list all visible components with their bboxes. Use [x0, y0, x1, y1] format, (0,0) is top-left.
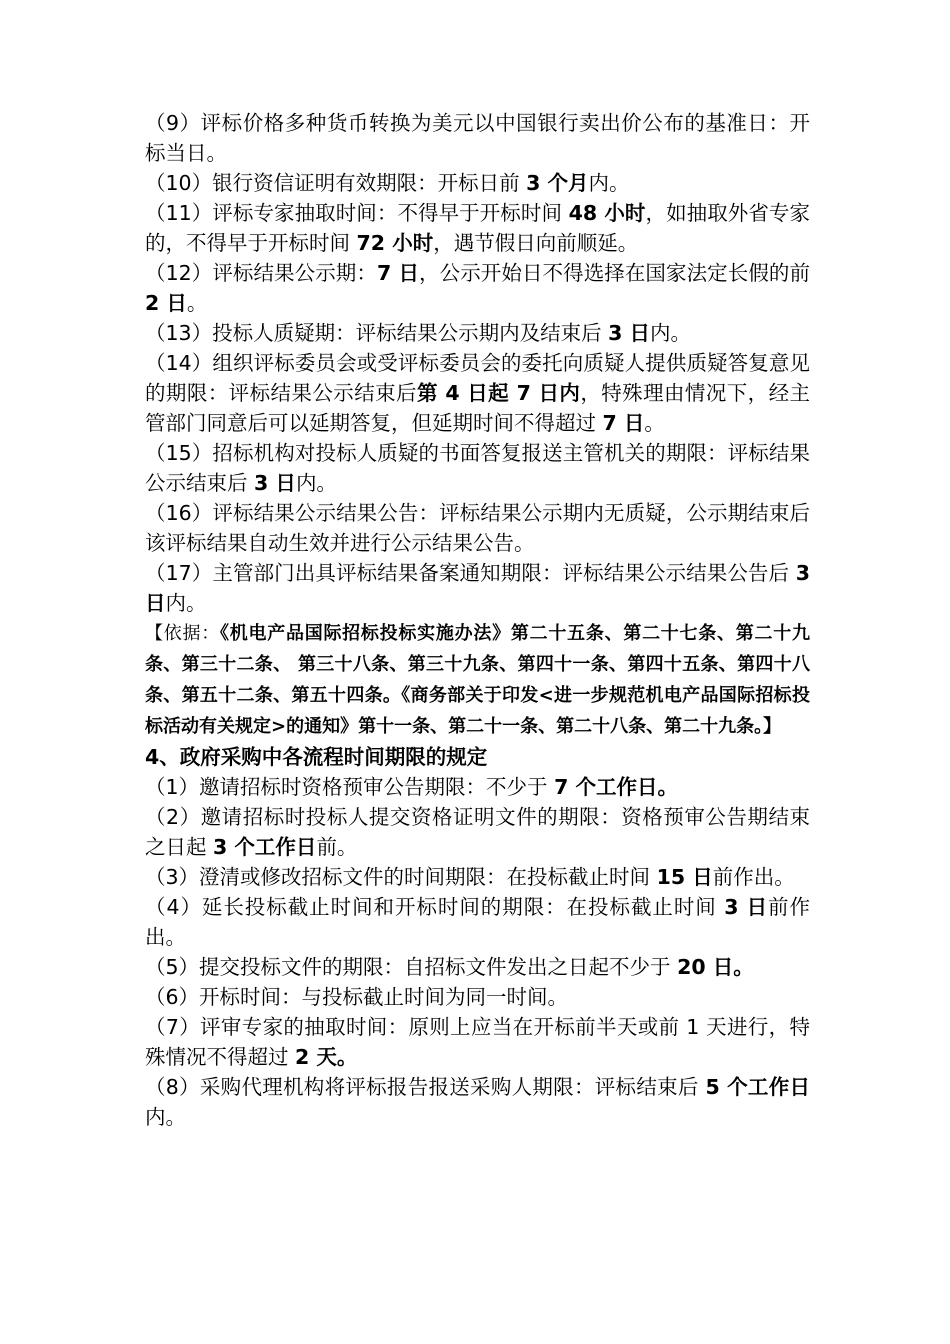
deadline-text: 。 — [644, 411, 665, 435]
deadline-text: （17）主管部门出具评标结果备案通知期限：评标结果公示结果公告后 — [145, 561, 796, 585]
deadline-emphasis: 72 小时 — [356, 231, 434, 255]
deadline-item — [145, 168, 810, 198]
deadline-text: （5）提交投标文件的期限：自招标文件发出之日起不少于 — [145, 955, 678, 979]
deadline-item — [145, 258, 810, 318]
deadline-item — [145, 558, 810, 618]
deadline-item — [145, 438, 810, 498]
deadline-emphasis: 20 日。 — [677, 955, 754, 979]
deadline-text: 内。 — [588, 171, 630, 195]
deadline-text: （11）评标专家抽取时间：不得早于开标时间 — [145, 201, 569, 225]
deadline-text: （14）组织评标委员会或受评标委员会的委托向质疑人提供质疑答复意见的期限：评标结果公示结束后 — [145, 351, 810, 405]
deadline-text: 前。 — [316, 835, 358, 859]
deadline-text: 内。 — [295, 471, 337, 495]
deadline-text: （6）开标时间：与投标截止时间为同一时间。 — [145, 985, 569, 1009]
deadline-text: （1）邀请招标时资格预审公告期限：不少于 — [145, 775, 555, 799]
deadline-emphasis: 3 个月 — [526, 171, 589, 195]
deadline-text: （7）评审专家的抽取时间：原则上应当在开标前半天或前 1 天进行，特殊情况不得超过 — [145, 1015, 810, 1069]
deadline-text: 前作出。 — [145, 895, 810, 949]
deadline-text: ，特殊理由情况下，经主管部门同意后可以延期答复，但延期时间不得超过 — [145, 381, 811, 435]
deadline-text: （15）招标机构对投标人质疑的书面答复报送主管机关的期限：评标结果公示结束后 — [145, 441, 810, 495]
deadline-emphasis: 7 日 — [376, 261, 420, 285]
deadline-text: （16）评标结果公示结果公告：评标结果公示期内无质疑，公示期结束后该评标结果自动生效并进行公示结果公告。 — [145, 501, 810, 555]
deadline-text: （2）邀请招标时投标人提交资格证明文件的期限：资格预审公告期结束之日起 — [145, 805, 810, 859]
deadline-emphasis: 5 个工作日 — [705, 1075, 810, 1099]
deadline-emphasis: 7 日 — [602, 411, 645, 435]
deadline-item — [145, 952, 810, 982]
deadline-text: ，公示开始日不得选择在国家法定长假的前 — [419, 261, 810, 285]
deadline-emphasis: 3 日 — [145, 561, 810, 615]
deadline-emphasis: 2 天。 — [295, 1045, 358, 1069]
procurement-deadlines-list — [145, 772, 810, 1132]
deadline-text: （10）银行资信证明有效期限：开标日前 — [145, 171, 527, 195]
deadline-text: 内。 — [165, 591, 207, 615]
deadline-text: （8）采购代理机构将评标报告报送采购人期限：评标结束后 — [145, 1075, 706, 1099]
deadline-emphasis: 第 4 日起 7 日内 — [416, 381, 581, 405]
deadline-item — [145, 1072, 810, 1132]
section-heading: 4、政府采购中各流程时间期限的规定 — [145, 745, 488, 769]
bidding-deadlines-list — [145, 108, 810, 618]
deadline-emphasis: 3 日 — [254, 471, 296, 495]
basis-lead: 【依据： — [145, 623, 220, 644]
deadline-item — [145, 318, 810, 348]
deadline-item — [145, 862, 810, 892]
deadline-item — [145, 802, 810, 862]
deadline-item — [145, 198, 810, 258]
deadline-text: 内。 — [650, 321, 692, 345]
deadline-text: （4）延长投标截止时间和开标时间的期限：在投标截止时间 — [145, 895, 725, 919]
deadline-text: 内。 — [145, 1105, 186, 1129]
deadline-emphasis: 15 日 — [656, 865, 713, 889]
deadline-emphasis: 3 日 — [608, 321, 651, 345]
deadline-item — [145, 1012, 810, 1072]
deadline-item — [145, 982, 810, 1012]
deadline-text: 前作出。 — [712, 865, 795, 889]
deadline-emphasis: 2 日 — [145, 291, 187, 315]
deadline-text: ，遇节假日向前顺延。 — [433, 231, 639, 255]
deadline-emphasis: 48 小时 — [568, 201, 646, 225]
deadline-text: ，如抽取外省专家的，不得早于开标时间 — [145, 201, 811, 255]
legal-basis-note — [145, 618, 810, 742]
deadline-text: （12）评标结果公示期： — [145, 261, 377, 285]
deadline-emphasis: 3 日 — [724, 895, 769, 919]
deadline-item — [145, 108, 810, 168]
deadline-emphasis: 7 个工作日。 — [554, 775, 678, 799]
deadline-item — [145, 892, 810, 952]
document-body — [145, 108, 810, 1132]
deadline-item — [145, 498, 810, 558]
deadline-text: 。 — [186, 291, 208, 315]
deadline-text: （3）澄清或修改招标文件的时间期限：在投标截止时间 — [145, 865, 657, 889]
deadline-text: （9）评标价格多种货币转换为美元以中国银行卖出价公布的基准日：开标当日。 — [145, 111, 810, 165]
deadline-text: （13）投标人质疑期：评标结果公示期内及结束后 — [145, 321, 609, 345]
deadline-item — [145, 772, 810, 802]
deadline-emphasis: 3 个工作日 — [213, 835, 317, 859]
basis-body: 《机电产品国际招标投标实施办法》第二十五条、第二十七条、第二十九条、第三十二条、 第三十八条、第三十九条、第四十一条、第四十五条、第四十八条、第五十二条、第五十四条。《商务部关于印发<进一步规范机电产品国际招标投标活动有关规定>的通知》第十一条、第二十一条、第二十八条、第二十九条。】 — [145, 623, 811, 737]
deadline-item — [145, 348, 810, 438]
